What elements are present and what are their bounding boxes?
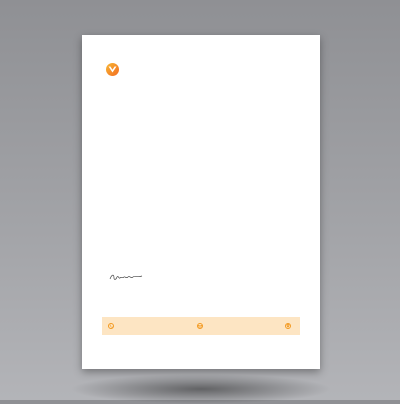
handwritten-signature <box>109 269 143 287</box>
contact-email <box>197 323 206 329</box>
bar-segment-orange <box>82 35 158 41</box>
bar-segment-orange-bottom <box>244 363 320 369</box>
bar-segment-amber-bottom <box>158 363 244 369</box>
email-icon <box>197 323 203 329</box>
bar-segment-amber <box>158 35 244 41</box>
contact-address <box>285 323 294 329</box>
brand-v-icon <box>106 63 119 76</box>
bar-segment-yellow-bottom <box>82 363 158 369</box>
bar-segment-yellow <box>244 35 320 41</box>
letterhead-sheet <box>82 35 320 369</box>
brand-logo <box>106 63 123 76</box>
bottom-color-bar <box>82 363 320 369</box>
location-pin-icon <box>285 323 291 329</box>
contact-band <box>102 317 300 335</box>
phone-icon <box>108 323 114 329</box>
top-color-bar <box>82 35 320 41</box>
contact-phone <box>108 323 117 329</box>
